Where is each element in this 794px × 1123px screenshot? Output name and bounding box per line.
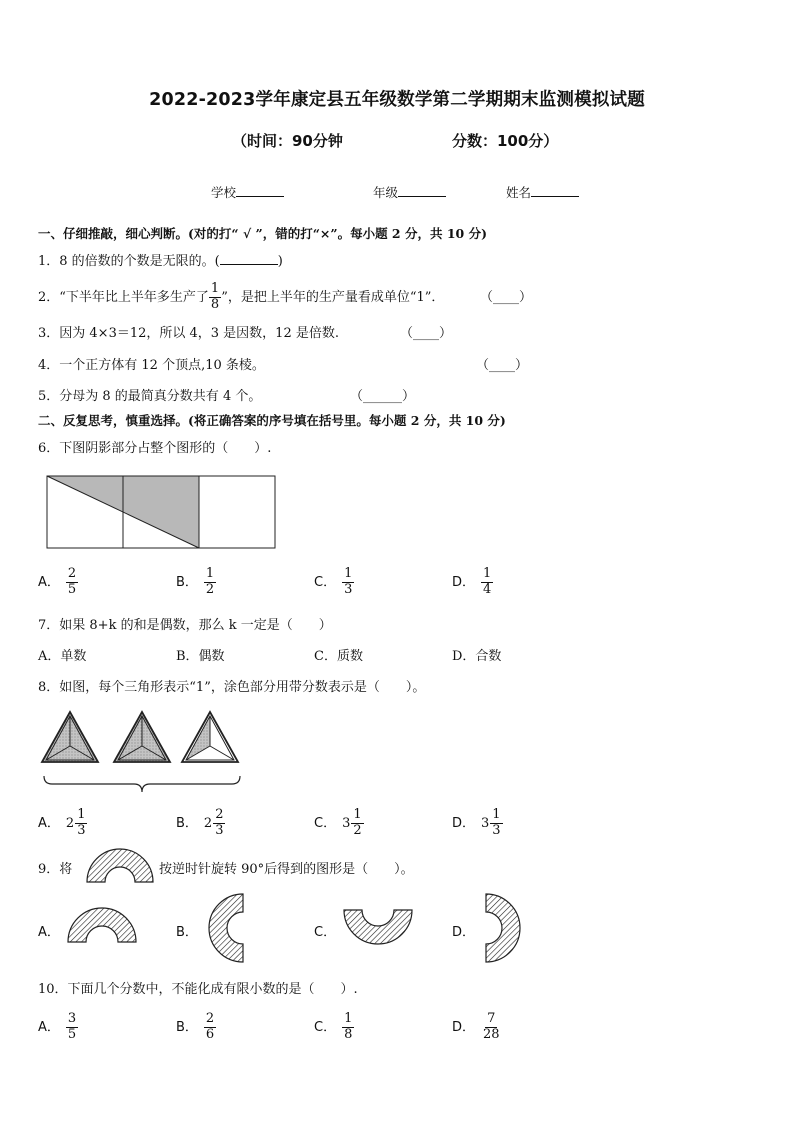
mixed-whole: 3	[342, 815, 351, 831]
fraction-denominator: 5	[67, 581, 77, 597]
fraction-numerator: 1	[483, 566, 492, 581]
option-letter: D．	[452, 815, 476, 831]
fraction-denominator: 28	[483, 1026, 500, 1042]
question-9-pre: 9．将	[38, 862, 73, 877]
fraction-numerator: 1	[205, 566, 215, 581]
question-3-answer[interactable]: （____）	[400, 326, 453, 341]
question-1	[38, 250, 283, 269]
time-label: （时间：90分钟	[232, 132, 343, 150]
fraction-denominator: 2	[353, 822, 362, 838]
q9-original-arch-figure	[85, 846, 155, 884]
question-2	[38, 282, 444, 313]
option-letter: C．	[314, 574, 337, 590]
fraction-denominator: 3	[344, 581, 353, 597]
q10-option-a[interactable]	[38, 1012, 78, 1043]
question-2-fraction	[209, 282, 221, 313]
question-5-text: 5．分母为 8 的最简真分数共有 4 个。	[38, 389, 262, 404]
q9-option-c[interactable]	[314, 921, 342, 940]
option-fraction	[204, 567, 216, 598]
question-4-answer[interactable]: （____）	[476, 358, 529, 373]
fraction-numerator: 1	[492, 807, 501, 822]
school-blank[interactable]	[236, 184, 284, 197]
q6-option-a[interactable]	[38, 567, 78, 598]
page-title: 2022-2023学年康定县五年级数学第二学期期末监测模拟试题	[149, 90, 645, 110]
option-fraction	[66, 1012, 78, 1043]
q10-option-c[interactable]	[314, 1012, 354, 1043]
option-fraction	[66, 567, 78, 598]
question-2-pre: 2．“下半年比上半年多生产了	[38, 289, 209, 305]
fraction-numerator: 1	[210, 281, 220, 296]
fraction-numerator: 1	[77, 807, 86, 822]
name-label: 姓名	[506, 185, 532, 200]
question-1-close: )	[277, 254, 283, 269]
section-2-heading: 二、反复思考，慎重选择。(将正确答案的序号填在括号里。每小题 2 分，共 10 分)	[38, 413, 506, 428]
mixed-whole: 2	[203, 815, 213, 831]
fraction-numerator: 1	[353, 807, 362, 822]
fraction-denominator: 8	[344, 1026, 353, 1042]
fraction-denominator: 4	[483, 581, 492, 597]
q7-option-d[interactable]: D．合数	[452, 649, 502, 664]
q7-option-b[interactable]: B．偶数	[176, 649, 225, 664]
option-mixed-number	[66, 808, 88, 839]
option-letter: B．	[176, 925, 198, 940]
mixed-whole: 2	[65, 815, 75, 831]
q10-option-b[interactable]	[176, 1012, 216, 1043]
q9-option-d-figure[interactable]	[484, 892, 524, 964]
q9-option-d[interactable]	[452, 921, 481, 940]
school-field[interactable]	[211, 183, 284, 201]
fraction-numerator: 1	[344, 1011, 353, 1026]
fraction-denominator: 6	[205, 1026, 215, 1042]
option-fraction	[481, 567, 493, 598]
fraction-denominator: 5	[67, 1026, 77, 1042]
q6-rectangle-figure	[45, 474, 277, 552]
option-letter: A．	[38, 925, 60, 940]
q10-option-d[interactable]	[452, 1012, 502, 1043]
option-mixed-number	[481, 808, 503, 839]
grade-blank[interactable]	[398, 184, 446, 197]
grade-label: 年级	[373, 185, 399, 200]
option-fraction	[75, 808, 87, 839]
fraction-numerator: 7	[487, 1011, 496, 1026]
option-letter: A．	[38, 815, 60, 831]
q9-option-a-figure[interactable]	[66, 906, 138, 944]
option-letter: B．	[176, 1019, 198, 1035]
q8-option-a[interactable]	[38, 808, 87, 839]
option-letter: B．	[176, 815, 198, 831]
option-letter: C．	[314, 1019, 337, 1035]
fraction-numerator: 2	[215, 807, 224, 822]
option-mixed-number	[342, 808, 364, 839]
question-3-text: 3．因为 4×3＝12，所以 4，3 是因数，12 是倍数.	[38, 326, 339, 341]
q6-option-d[interactable]	[452, 567, 493, 598]
option-fraction	[351, 808, 363, 839]
score-label: 分数：100分）	[452, 132, 559, 150]
option-fraction	[481, 1012, 502, 1043]
mixed-whole: 3	[481, 815, 490, 831]
brace	[44, 776, 240, 792]
question-9-post: 按逆时针旋转 90°后得到的图形是（ ）。	[159, 862, 414, 877]
option-fraction	[204, 1012, 216, 1043]
q8-option-b[interactable]	[176, 808, 225, 839]
q6-option-c[interactable]	[314, 567, 354, 598]
question-1-blank[interactable]	[220, 252, 278, 265]
q7-option-a[interactable]: A．单数	[38, 649, 87, 664]
question-1-text: 1．8 的倍数的个数是无限的。(	[38, 254, 220, 269]
fraction-numerator: 2	[205, 1011, 215, 1026]
option-letter: D．	[452, 574, 476, 590]
q7-option-c[interactable]: C．质数	[314, 649, 363, 664]
option-letter: A．	[38, 574, 60, 590]
question-2-post: ”，是把上半年的生产量看成单位“1”．	[221, 289, 445, 305]
triangle-1	[42, 712, 98, 762]
question-8-text: 8．如图，每个三角形表示“1”，涂色部分用带分数表示是（ ）。	[38, 680, 426, 695]
q9-option-a[interactable]	[38, 921, 66, 940]
question-5-answer[interactable]: （______）	[350, 389, 416, 404]
option-fraction	[490, 808, 502, 839]
triangle-2	[114, 712, 170, 762]
fraction-denominator: 3	[492, 822, 501, 838]
fraction-denominator: 2	[205, 581, 215, 597]
triangle-3	[182, 712, 238, 762]
option-fraction	[342, 1012, 354, 1043]
option-letter: B．	[176, 574, 198, 590]
school-label: 学校	[211, 185, 237, 200]
option-mixed-number	[204, 808, 226, 839]
option-fraction	[213, 808, 225, 839]
fraction-numerator: 3	[67, 1011, 77, 1026]
fraction-numerator: 1	[344, 566, 353, 581]
fraction-numerator: 2	[67, 566, 77, 581]
fraction-denominator: 3	[77, 822, 86, 838]
question-4-text: 4．一个正方体有 12 个顶点,10 条棱。	[38, 358, 265, 373]
option-letter: D．	[452, 1019, 476, 1035]
option-letter: D．	[452, 925, 476, 940]
option-letter: C．	[314, 925, 337, 940]
q8-triangles-figure	[38, 706, 248, 796]
name-blank[interactable]	[531, 184, 579, 197]
fraction-denominator: 8	[210, 296, 220, 312]
question-7-text: 7．如果 8+k 的和是偶数，那么 k 一定是（ ）	[38, 618, 332, 633]
q6-option-b[interactable]	[176, 567, 216, 598]
question-10-text: 10．下面几个分数中，不能化成有限小数的是（ ）.	[38, 982, 358, 997]
option-fraction	[342, 567, 354, 598]
q8-option-d[interactable]	[452, 808, 503, 839]
grade-field[interactable]	[373, 183, 446, 201]
name-field[interactable]	[506, 183, 579, 201]
q9-option-c-figure[interactable]	[342, 908, 414, 946]
fraction-denominator: 3	[215, 822, 224, 838]
option-letter: A．	[38, 1019, 60, 1035]
q9-option-b-figure[interactable]	[205, 892, 245, 964]
q8-option-c[interactable]	[314, 808, 364, 839]
section-1-heading: 一、仔细推敲，细心判断。(对的打“ √ ”，错的打“×”。每小题 2 分，共 10 分)	[38, 226, 487, 241]
q9-option-b[interactable]	[176, 921, 204, 940]
question-6-text: 6．下图阴影部分占整个图形的（ ）.	[38, 441, 272, 456]
option-letter: C．	[314, 815, 337, 831]
question-2-answer[interactable]: （____）	[480, 290, 533, 305]
